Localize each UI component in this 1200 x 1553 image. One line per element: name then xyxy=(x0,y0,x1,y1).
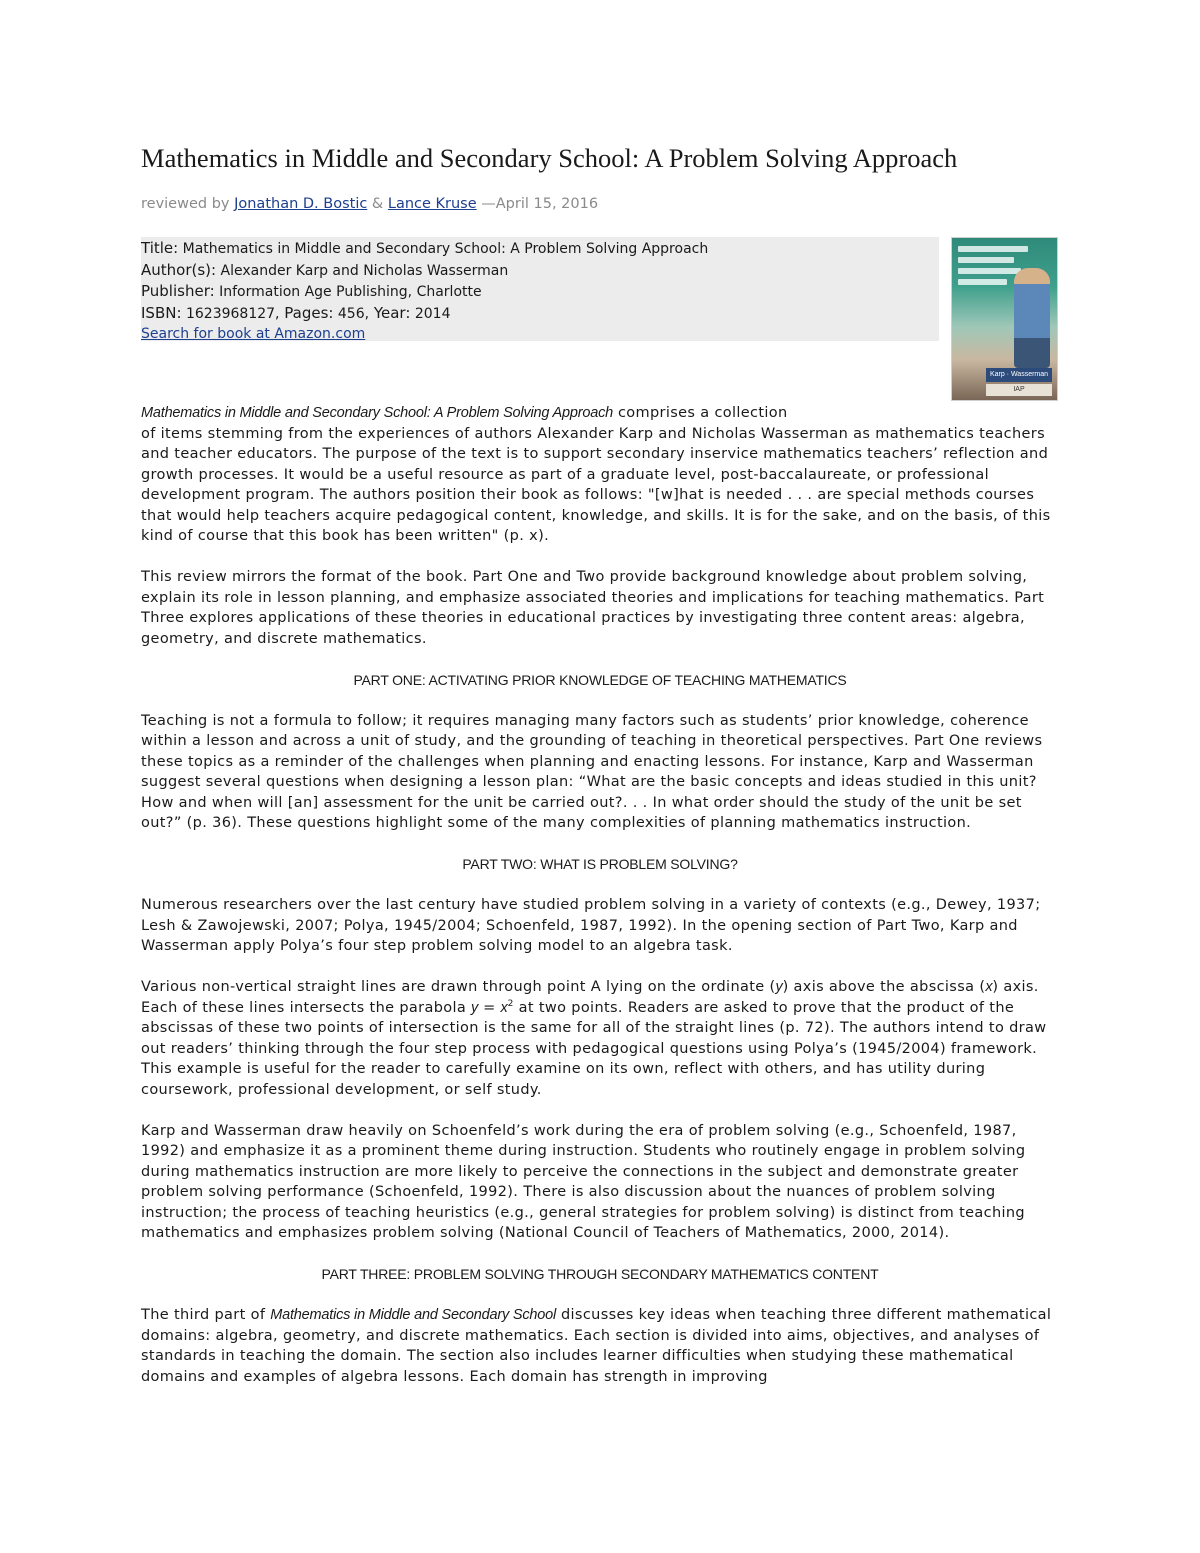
book-authors-label: Author(s): xyxy=(141,260,217,279)
book-metadata xyxy=(141,237,939,341)
paragraph-format: This review mirrors the format of the book. Part One and Two provide background knowledge about problem solving, explain its role in lesson planning, and emphasize associated theories and implications for teaching mathematics. Part Three explores applications of these theories in educational practices by investigating three content areas: algebra, geometry, and discrete mathematics. xyxy=(141,569,1045,647)
paragraph-algebra-task xyxy=(141,977,1059,1100)
book-publisher-value: Information Age Publishing, Charlotte xyxy=(214,284,482,300)
book-publisher-label: Publisher: xyxy=(141,282,215,300)
book-info-box xyxy=(141,237,1059,401)
eq-x: x xyxy=(500,999,508,1016)
book-authors-row xyxy=(141,260,939,282)
var-x: x xyxy=(985,979,993,995)
part-three-text-b: discusses key ideas when teaching three different mathematical domains: algebra, geometry, and discrete mathematics. Each section is divided into aims, objectives, and analyses of standards in teaching the domain. The section also includes learner difficulties when studying these mathematical domains and examples of algebra lessons. Each domain has strength in improving xyxy=(141,1307,1052,1385)
cover-publisher-band: IAP xyxy=(986,384,1052,396)
book-isbn-row xyxy=(141,303,939,325)
heading-part-three: PART THREE: PROBLEM SOLVING THROUGH SECONDARY MATHEMATICS CONTENT xyxy=(321,1266,879,1282)
amazon-search-link[interactable]: Search for book at Amazon.com xyxy=(141,326,366,342)
byline-amp: & xyxy=(367,196,388,212)
byline-date: —April 15, 2016 xyxy=(476,196,599,212)
heading-part-one: PART ONE: ACTIVATING PRIOR KNOWLEDGE OF TEACHING MATHEMATICS xyxy=(353,671,847,688)
task-text-b: ) axis above the abscissa ( xyxy=(782,979,986,995)
book-year-value: 2014 xyxy=(410,305,451,322)
cover-student-figure xyxy=(1014,268,1050,368)
book-isbn-label: ISBN: xyxy=(141,303,182,322)
reviewer-link-kruse[interactable]: Lance Kruse xyxy=(387,196,477,212)
paragraph-schoenfeld: Karp and Wasserman draw heavily on Schoenfeld’s work during the era of problem solving (e.g., Schoenfeld, 1987, 1992) and emphasize it as a prominent theme during instruction. Students who routinely engage in problem solving during mathematics instruction are more likely to perceive the connections in the subject and demonstrate greater problem solving performance (Schoenfeld, 1992). There is also discussion about the nuances of problem solving instruction; the process of teaching heuristics (e.g., general strategies for problem solving) is distinct from teaching mathematics and emphasizes problem solving (National Council of Teachers of Mathematics, 2000, 2014). xyxy=(141,1122,1026,1241)
eq-y: y xyxy=(471,999,479,1016)
heading-part-two: PART TWO: WHAT IS PROBLEM SOLVING? xyxy=(462,856,738,872)
book-title-value: Mathematics in Middle and Secondary School: A Problem Solving Approach xyxy=(178,241,709,257)
task-text-a: Various non-vertical straight lines are drawn through point A lying on the ordinate ( xyxy=(141,979,776,995)
cover-author-band: Karp · Wasserman xyxy=(986,368,1052,382)
var-y: y xyxy=(775,979,783,995)
review-page xyxy=(141,140,1059,1408)
cover-line xyxy=(958,257,1014,263)
eq-equals: = xyxy=(478,999,501,1016)
book-title-row xyxy=(141,238,939,260)
byline-prefix: reviewed by xyxy=(141,196,235,212)
paragraph-intro xyxy=(141,403,1059,547)
amazon-row xyxy=(141,324,939,345)
intro-text-line1: comprises a collection xyxy=(613,405,788,421)
book-pages-value: 456, xyxy=(333,305,370,322)
intro-text: of items stemming from the experiences of authors Alexander Karp and Nicholas Wasserman as mathematics teachers and teacher educators. The purpose of the text is to support secondary inservice mathematics teachers’ reflection and growth processes. It would be a useful resource as part of a graduate level, post-baccalaureate, or professional development program. The authors position their book as follows: "[w]hat is needed . . . are special methods courses that would help teachers acquire pedagogical content, knowledge, and skills. It is for the sake, and on the basis, of this kind of course that this book has been written" (p. x). xyxy=(141,425,1051,544)
task-text-d: at two points. Readers are asked to prove that the product of the abscissas of these two points of intersection is the same for all of the straight lines (p. 72). The authors intend to draw out readers’ thinking through the four step process with pedagogical questions using Polya’s (1945/2004) framework. This example is useful for the reader to carefully examine on its own, reflect with others, and has utility during coursework, professional development, or self study. xyxy=(141,999,1047,1098)
byline xyxy=(141,194,1059,214)
book-title-label: Title: xyxy=(141,239,179,257)
review-body xyxy=(141,403,1059,1387)
book-year-label: Year: xyxy=(369,303,411,322)
part-three-text-a: The third part of xyxy=(141,1307,271,1323)
paragraph-researchers: Numerous researchers over the last century have studied problem solving in a variety of contexts (e.g., Dewey, 1937; Lesh & Zawojewski, 2007; Polya, 1945/2004; Schoenfeld, 1987, 1992). In the opening section of Part Two, Karp and Wasserman apply Polya’s four step problem solving model to an algebra task. xyxy=(141,897,1041,954)
book-cover-image xyxy=(951,237,1058,401)
book-authors-value: Alexander Karp and Nicholas Wasserman xyxy=(216,262,509,279)
cover-line xyxy=(958,246,1028,252)
eq-exponent: 2 xyxy=(507,998,514,1009)
cover-line xyxy=(958,279,1007,285)
book-pages-label: Pages: xyxy=(279,303,334,322)
paragraph-part-three xyxy=(141,1305,1059,1387)
page-title: Mathematics in Middle and Secondary School: A Problem Solving Approach xyxy=(141,143,958,173)
reviewer-link-bostic[interactable]: Jonathan D. Bostic xyxy=(234,196,368,212)
paragraph-part-one: Teaching is not a formula to follow; it requires managing many factors such as students’ prior knowledge, coherence within a lesson and across a unit of study, and the grounding of teaching in theoretical perspectives. Part One reviews these topics as a reminder of the challenges when planning and enacting lessons. For instance, Karp and Wasserman suggest several questions when designing a lesson plan: “What are the basic concepts and ideas studied in this unit? How and when will [an] assessment for the unit be carried out?. . . In what order should the study of the unit be set out?” (p. 36). These questions highlight some of the many complexities of planning mathematics instruction. xyxy=(141,712,1043,831)
task-text-c: ) axis. Each of these lines intersects the parabola xyxy=(141,979,1039,1016)
part-three-book-title: Mathematics in Middle and Secondary School xyxy=(270,1307,557,1323)
cover-line xyxy=(958,268,1021,274)
intro-book-title: Mathematics in Middle and Secondary School: A Problem Solving Approach xyxy=(141,405,614,421)
book-isbn-value: 1623968127, xyxy=(181,305,280,322)
book-publisher-row xyxy=(141,281,939,303)
